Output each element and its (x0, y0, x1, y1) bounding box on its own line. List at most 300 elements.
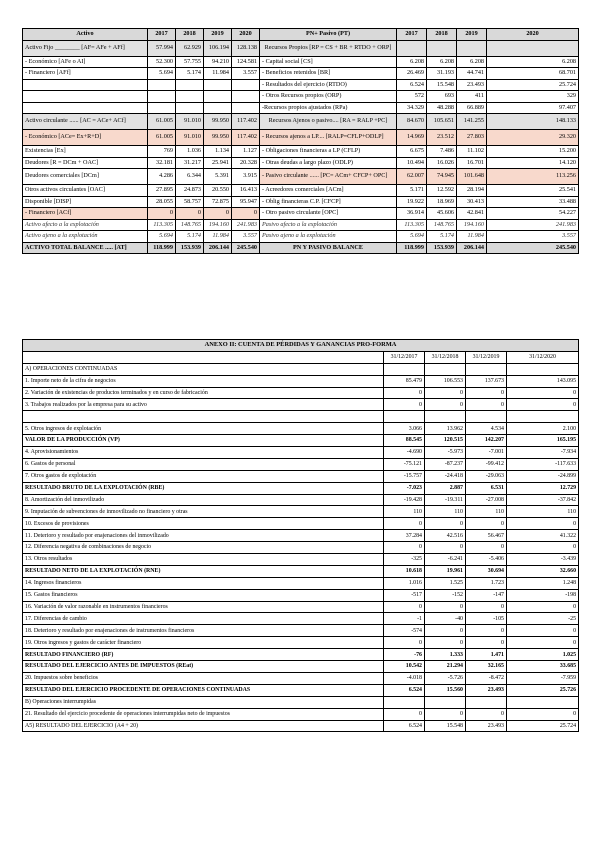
pyg-value: -7.001 (466, 447, 507, 459)
pyg-value: 110 (466, 506, 507, 518)
pyg-value: -19.311 (425, 494, 466, 506)
pyg-value: -105 (466, 613, 507, 625)
pyg-value: 142.207 (466, 435, 507, 447)
liability-value: 28.194 (457, 185, 487, 197)
balance-row (23, 185, 579, 197)
asset-value: 1.134 (204, 146, 232, 158)
liability-value: 23.512 (427, 130, 457, 146)
asset-value: 5.694 (148, 68, 176, 80)
ajeno-left-value: 5.174 (176, 231, 204, 243)
asset-value: 1.127 (232, 146, 260, 158)
asset-value (204, 79, 232, 91)
pyg-value: 85.479 (384, 375, 425, 387)
header-year: 2019 (457, 29, 487, 41)
pyg-value: -7.934 (507, 447, 579, 459)
pyg-value: 25.724 (507, 720, 579, 732)
pyg-value: 0 (384, 387, 425, 399)
pyg-value: 0 (384, 637, 425, 649)
liability-value: 54.227 (487, 208, 579, 220)
liability-value: 33.488 (487, 196, 579, 208)
pyg-date: 31/12/2018 (425, 351, 466, 363)
pyg-value: -7.959 (507, 672, 579, 684)
pyg-value: 137.673 (466, 375, 507, 387)
asset-value (204, 102, 232, 114)
balance-row (23, 114, 579, 130)
pyg-value: -3.439 (507, 554, 579, 566)
asset-value: 117.402 (232, 114, 260, 130)
afecto-right-value: 148.765 (427, 219, 457, 231)
header-year: 2017 (148, 29, 176, 41)
pyg-value: 10.618 (384, 565, 425, 577)
header-year: 2020 (487, 29, 579, 41)
pyg-value: -6.241 (425, 554, 466, 566)
balance-row (23, 102, 579, 114)
pyg-value: 0 (425, 708, 466, 720)
liability-value: 16.701 (457, 157, 487, 169)
liability-label: - Capital social [CS] (260, 56, 397, 68)
pyg-label: 11. Deterioro y resultado por enajenaciones del inmovilizado (23, 530, 384, 542)
pyg-value (425, 411, 466, 423)
pyg-value: 165.195 (507, 435, 579, 447)
balance-row (23, 79, 579, 91)
pyg-value: -75.121 (384, 458, 425, 470)
asset-value: 20.550 (204, 185, 232, 197)
asset-value: 128.138 (232, 40, 260, 56)
asset-label: Disponible [DISP] (23, 196, 148, 208)
header-year: 2020 (232, 29, 260, 41)
pyg-value: -117.633 (507, 458, 579, 470)
pyg-value: -198 (507, 589, 579, 601)
pyg-dates-spacer (23, 351, 384, 363)
balance-row (23, 169, 579, 185)
pyg-value: 0 (466, 601, 507, 613)
asset-value: 31.217 (176, 157, 204, 169)
liability-value: 10.494 (397, 157, 427, 169)
total-right-value: 118.999 (397, 242, 427, 254)
liability-value: 74.945 (427, 169, 457, 185)
pyg-value: 110 (384, 506, 425, 518)
pyg-value: 33.685 (507, 661, 579, 673)
total-left-value: 153.939 (176, 242, 204, 254)
pyg-value: 0 (507, 601, 579, 613)
pyg-value: 0 (507, 542, 579, 554)
pyg-value: -5.726 (425, 672, 466, 684)
pyg-value: 0 (466, 542, 507, 554)
pyg-value (384, 696, 425, 708)
pyg-value: 0 (466, 387, 507, 399)
header-activo: Activo (23, 29, 148, 41)
asset-value (232, 91, 260, 103)
asset-value: 5.391 (204, 169, 232, 185)
pyg-value: 0 (425, 625, 466, 637)
liability-value: 6.524 (397, 79, 427, 91)
pyg-value: -1 (384, 613, 425, 625)
total-left-value: 245.540 (232, 242, 260, 254)
total-right-label: PN Y PASIVO BALANCE (260, 242, 397, 254)
pyg-value (466, 363, 507, 375)
asset-label: Activo circulante ...... [AC = ACe+ ACf] (23, 114, 148, 130)
pyg-label: 21. Resultado del ejercicio procedente de operaciones interrumpidas neto de impuestos (23, 708, 384, 720)
liability-value: 25.724 (487, 79, 579, 91)
pyg-label: 5. Otros ingresos de explotación (23, 423, 384, 435)
afecto-right-value: 113.305 (397, 219, 427, 231)
pyg-value: 0 (425, 601, 466, 613)
afecto-left-value: 241.983 (232, 219, 260, 231)
asset-value: 0 (176, 208, 204, 220)
pyg-row (23, 399, 579, 411)
asset-value (148, 102, 176, 114)
afecto-left-label: Activo afecto a la explotación (23, 219, 148, 231)
liability-value: 113.256 (487, 169, 579, 185)
pyg-value: 110 (507, 506, 579, 518)
asset-label: Otros activos circulantes [OAC] (23, 185, 148, 197)
liability-value: 7.486 (427, 146, 457, 158)
asset-value: 106.194 (204, 40, 232, 56)
pyg-row (23, 625, 579, 637)
liability-value: 6.675 (397, 146, 427, 158)
asset-value: 0 (204, 208, 232, 220)
asset-value: 4.286 (148, 169, 176, 185)
asset-value: 57.994 (148, 40, 176, 56)
asset-value: 6.344 (176, 169, 204, 185)
liability-value: 12.592 (427, 185, 457, 197)
pyg-value: 0 (507, 637, 579, 649)
pyg-value: 0 (384, 399, 425, 411)
income-statement-table (22, 339, 579, 732)
pyg-value: 0 (425, 637, 466, 649)
ajeno-left-value: 3.557 (232, 231, 260, 243)
pyg-row (23, 708, 579, 720)
pyg-value: 0 (425, 387, 466, 399)
pyg-value: 0 (507, 387, 579, 399)
afecto-left-value: 194.160 (204, 219, 232, 231)
pyg-row (23, 530, 579, 542)
asset-label: Activo Fijo ________ [AF= AFe + AFf] (23, 40, 148, 56)
liability-value: 14.120 (487, 157, 579, 169)
pyg-value: -24.899 (507, 470, 579, 482)
liability-value (487, 40, 579, 56)
pyg-value: -5.406 (466, 554, 507, 566)
liability-value: 26.469 (397, 68, 427, 80)
liability-value: 62.007 (397, 169, 427, 185)
pyg-label: 6. Gastos de personal (23, 458, 384, 470)
pyg-date: 31/12/2019 (466, 351, 507, 363)
pyg-row (23, 494, 579, 506)
pyg-row (23, 577, 579, 589)
pyg-value: -76 (384, 649, 425, 661)
pyg-label: 10. Excesos de provisiones (23, 518, 384, 530)
pyg-value: 6.524 (384, 684, 425, 696)
pyg-value: -15.757 (384, 470, 425, 482)
pyg-value: -24.418 (425, 470, 466, 482)
afecto-right-value: 194.160 (457, 219, 487, 231)
asset-value: 27.895 (148, 185, 176, 197)
balance-row (23, 208, 579, 220)
liability-value: 6.208 (487, 56, 579, 68)
total-right-value: 245.540 (487, 242, 579, 254)
pyg-value: -147 (466, 589, 507, 601)
asset-value (176, 91, 204, 103)
afecto-left-value: 113.305 (148, 219, 176, 231)
pyg-dates-row (23, 351, 579, 363)
pyg-value: -5.973 (425, 447, 466, 459)
asset-value: 5.174 (176, 68, 204, 80)
liability-value: 15.548 (427, 79, 457, 91)
pyg-value (466, 411, 507, 423)
pyg-label: RESULTADO DEL EJERCICIO ANTES DE IMPUESTOS (REat) (23, 661, 384, 673)
pyg-value: 32.660 (507, 565, 579, 577)
pyg-value: 120.515 (425, 435, 466, 447)
pyg-value: 0 (466, 625, 507, 637)
pyg-value: 0 (384, 601, 425, 613)
liability-value: 44.741 (457, 68, 487, 80)
pyg-row (23, 637, 579, 649)
pyg-label: 20. Impuestos sobre beneficios (23, 672, 384, 684)
pyg-value: 1.248 (507, 577, 579, 589)
pyg-value: 2.100 (507, 423, 579, 435)
pyg-label: 2. Variación de existencias de productos terminados y en curso de fabricación (23, 387, 384, 399)
pyg-label: 1. Importe neto de la cifra de negocios (23, 375, 384, 387)
liability-value: 5.171 (397, 185, 427, 197)
pyg-row (23, 661, 579, 673)
pyg-row (23, 518, 579, 530)
asset-value: 95.947 (232, 196, 260, 208)
pyg-value: 1.025 (507, 649, 579, 661)
header-year: 2018 (427, 29, 457, 41)
balance-row (23, 91, 579, 103)
pyg-value: 32.165 (466, 661, 507, 673)
liability-value (427, 40, 457, 56)
liability-value: 693 (427, 91, 457, 103)
pyg-title-row (23, 340, 579, 352)
liability-value: 42.841 (457, 208, 487, 220)
pyg-value: 42.516 (425, 530, 466, 542)
pyg-value: -574 (384, 625, 425, 637)
asset-label: Deudores comerciales [DCm] (23, 169, 148, 185)
pyg-row (23, 542, 579, 554)
liability-label: - Oblig financieras C.P. [CFCP] (260, 196, 397, 208)
liability-value: 329 (487, 91, 579, 103)
pyg-value: 0 (507, 518, 579, 530)
pyg-value: 88.545 (384, 435, 425, 447)
asset-value: 91.010 (176, 114, 204, 130)
asset-value: 94.210 (204, 56, 232, 68)
balance-sheet-table (22, 28, 579, 254)
pyg-value: 4.534 (466, 423, 507, 435)
pyg-value: 0 (384, 518, 425, 530)
pyg-value: 12.729 (507, 482, 579, 494)
pyg-label: VALOR DE LA PRODUCCIÓN (VP) (23, 435, 384, 447)
liability-label: - Beneficios retenidos [BR] (260, 68, 397, 80)
pyg-value: 21.294 (425, 661, 466, 673)
pyg-value (507, 411, 579, 423)
ajeno-right-label: Pasivo ajeno a la explotación (260, 231, 397, 243)
balance-row (23, 196, 579, 208)
pyg-value: 30.694 (466, 565, 507, 577)
total-right-value: 153.939 (427, 242, 457, 254)
pyg-label: 8. Amortización del inmovilizado (23, 494, 384, 506)
liability-value: 101.648 (457, 169, 487, 185)
ajeno-right-value: 11.984 (457, 231, 487, 243)
pyg-value: 0 (507, 708, 579, 720)
pyg-value: 15.548 (425, 720, 466, 732)
asset-label: - Financiero [ACf] (23, 208, 148, 220)
asset-value: 3.557 (232, 68, 260, 80)
pyg-row (23, 387, 579, 399)
balance-row (23, 40, 579, 56)
pyg-value: -19.428 (384, 494, 425, 506)
pyg-value (466, 696, 507, 708)
liability-label: - Resultados del ejercicio (RTDO) (260, 79, 397, 91)
asset-value: 25.941 (204, 157, 232, 169)
liability-value: 572 (397, 91, 427, 103)
pyg-value: 19.961 (425, 565, 466, 577)
pyg-row (23, 506, 579, 518)
pyg-value: 23.493 (466, 684, 507, 696)
liability-value: 11.102 (457, 146, 487, 158)
ajeno-right-value: 5.174 (427, 231, 457, 243)
asset-value: 1.036 (176, 146, 204, 158)
liability-value: 48.288 (427, 102, 457, 114)
afecto-row (23, 219, 579, 231)
pyg-value: -29.063 (466, 470, 507, 482)
pyg-value: -325 (384, 554, 425, 566)
liability-value: 27.803 (457, 130, 487, 146)
liability-label: - Otros Recursos propios (ORP) (260, 91, 397, 103)
liability-value: 411 (457, 91, 487, 103)
pyg-row (23, 672, 579, 684)
asset-value: 72.875 (204, 196, 232, 208)
pyg-row (23, 435, 579, 447)
header-year: 2017 (397, 29, 427, 41)
pyg-label: 19. Otros ingresos y gastos de carácter financiero (23, 637, 384, 649)
liability-value: 6.208 (457, 56, 487, 68)
pyg-label: 7. Otros gastos de explotación (23, 470, 384, 482)
liability-value: 19.922 (397, 196, 427, 208)
pyg-label: RESULTADO BRUTO DE LA EXPLOTACIÓN (RBE) (23, 482, 384, 494)
pyg-value: -25 (507, 613, 579, 625)
pyg-value: 0 (466, 708, 507, 720)
asset-value: 28.055 (148, 196, 176, 208)
pyg-label: 13. Otros resultados (23, 554, 384, 566)
pyg-label: 4. Aprovisionamientos (23, 447, 384, 459)
balance-row (23, 146, 579, 158)
pyg-value: 0 (507, 399, 579, 411)
pyg-date: 31/12/2017 (384, 351, 425, 363)
asset-label: - Económico [ACe= Ex+R+D] (23, 130, 148, 146)
pyg-value: 1.333 (425, 649, 466, 661)
ajeno-left-value: 5.694 (148, 231, 176, 243)
pyg-value: -8.472 (466, 672, 507, 684)
total-left-label: ACTIVO TOTAL BALANCE ..... [AT] (23, 242, 148, 254)
pyg-row (23, 589, 579, 601)
pyg-row (23, 423, 579, 435)
liability-value: 97.407 (487, 102, 579, 114)
liability-value (397, 40, 427, 56)
total-left-value: 118.999 (148, 242, 176, 254)
pyg-value: 6.524 (384, 720, 425, 732)
liability-value: 15.200 (487, 146, 579, 158)
pyg-label: A) OPERACIONES CONTINUADAS (23, 363, 384, 375)
liability-label: - Acreedores comerciales [ACm] (260, 185, 397, 197)
pyg-label: 12. Diferencia negativa de combinaciones de negocio (23, 542, 384, 554)
pyg-value: 110 (425, 506, 466, 518)
pyg-value: 106.553 (425, 375, 466, 387)
pyg-value: -27.008 (466, 494, 507, 506)
liability-value: 68.701 (487, 68, 579, 80)
pyg-value: 10.542 (384, 661, 425, 673)
pyg-value: -99.412 (466, 458, 507, 470)
pyg-label: 15. Gastos financieros (23, 589, 384, 601)
pyg-row (23, 482, 579, 494)
liability-value: 141.255 (457, 114, 487, 130)
asset-value: 769 (148, 146, 176, 158)
liability-label: Recursos Ajenos o pasivo.... [RA = RALP +PC] (260, 114, 397, 130)
pyg-value: 0 (466, 518, 507, 530)
pyg-row (23, 696, 579, 708)
pyg-label: A5) RESULTADO DEL EJERCICIO (A4 + 20) (23, 720, 384, 732)
asset-value: 124.581 (232, 56, 260, 68)
ajeno-right-value: 3.557 (487, 231, 579, 243)
header-year: 2019 (204, 29, 232, 41)
pyg-row (23, 649, 579, 661)
pyg-value: 23.493 (466, 720, 507, 732)
total-row (23, 242, 579, 254)
liability-value: 34.329 (397, 102, 427, 114)
pyg-row (23, 458, 579, 470)
liability-value: 84.670 (397, 114, 427, 130)
pyg-row (23, 447, 579, 459)
afecto-right-label: Pasivo afecto a la explotación (260, 219, 397, 231)
total-left-value: 206.144 (204, 242, 232, 254)
liability-value: 66.889 (457, 102, 487, 114)
afecto-left-value: 148.765 (176, 219, 204, 231)
liability-label: - Pasivo circulante ...... [PC= ACm+ CFCP+ OPC] (260, 169, 397, 185)
pyg-row (23, 601, 579, 613)
pyg-value: 6.531 (466, 482, 507, 494)
liability-label: - Otro pasivo circulante [OPC] (260, 208, 397, 220)
liability-label: - Obligaciones financieras a LP (CFLP) (260, 146, 397, 158)
pyg-value: -517 (384, 589, 425, 601)
pyg-value: 0 (384, 542, 425, 554)
asset-value: 58.757 (176, 196, 204, 208)
pyg-value: -152 (425, 589, 466, 601)
liability-label: -Recursos propios ajustados (RPa) (260, 102, 397, 114)
pyg-value: 0 (466, 637, 507, 649)
pyg-value: 3.066 (384, 423, 425, 435)
liability-value (457, 40, 487, 56)
pyg-row (23, 720, 579, 732)
balance-row (23, 130, 579, 146)
balance-row (23, 56, 579, 68)
asset-value: 99.950 (204, 130, 232, 146)
liability-value: 14.969 (397, 130, 427, 146)
pyg-value: 0 (466, 399, 507, 411)
pyg-value: 15.560 (425, 684, 466, 696)
asset-value: 57.755 (176, 56, 204, 68)
pyg-value: 13.962 (425, 423, 466, 435)
asset-label (23, 91, 148, 103)
liability-value: 16.026 (427, 157, 457, 169)
asset-value (232, 79, 260, 91)
liability-value: 36.914 (397, 208, 427, 220)
liability-value: 45.606 (427, 208, 457, 220)
liability-label: Recursos Propios [RP = CS + BR + RTDO + ORP] (260, 40, 397, 56)
asset-value: 91.010 (176, 130, 204, 146)
asset-value: 61.005 (148, 130, 176, 146)
ajeno-left-label: Activo ajeno a la explotación (23, 231, 148, 243)
pyg-value: -40 (425, 613, 466, 625)
